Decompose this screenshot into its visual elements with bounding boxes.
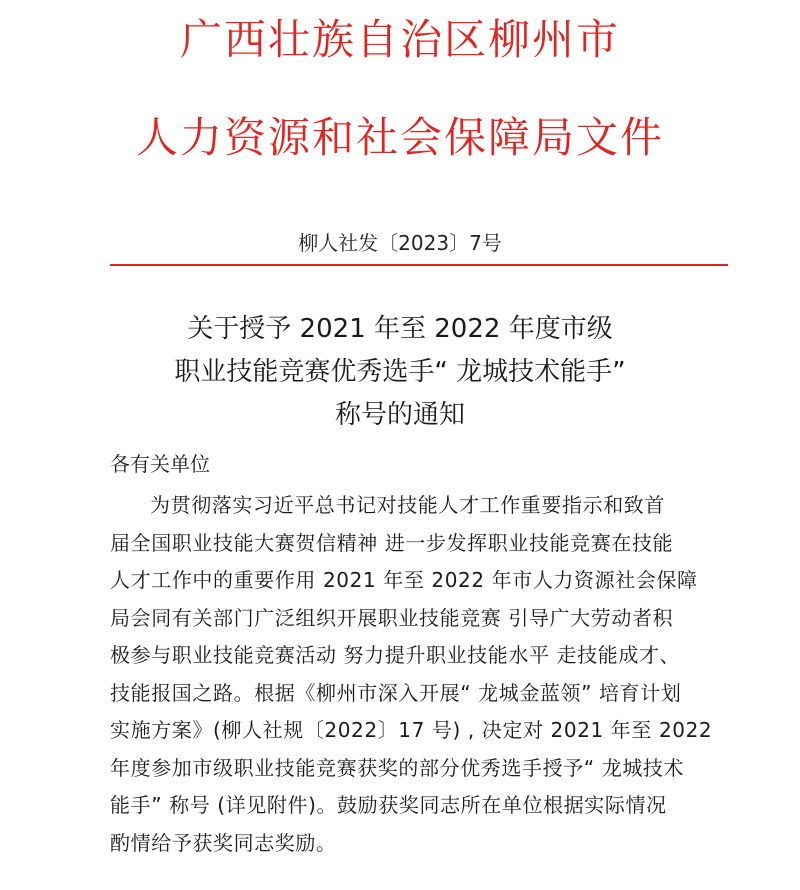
body-line: 技能报国之路。根据《柳州市深入开展“ 龙城金蓝领” 培育计划 xyxy=(110,680,682,705)
body-line: 局会同有关部门广泛组织开展职业技能竞赛 引导广大劳动者积 xyxy=(110,605,674,630)
issuer-header-line-1: 广西壮族自治区柳州市 xyxy=(179,15,620,64)
body-line: 酌情给予获奖同志奖励。 xyxy=(110,830,337,855)
document-title xyxy=(0,308,800,437)
body-text xyxy=(110,487,730,862)
red-separator-line xyxy=(110,264,728,266)
body-line: 极参与职业技能竞赛活动 努力提升职业技能水平 走技能成才、 xyxy=(110,643,681,667)
body-line: 年度参加市级职业技能竞赛获奖的部分优秀选手授予“ 龙城技术 xyxy=(110,755,685,780)
document-number: 柳人社发〔2023〕7号 xyxy=(298,231,502,255)
body-line: 实施方案》(柳人社规〔2022〕17 号) , 决定对 2021 年至 2022 xyxy=(110,718,713,742)
body-line: 能手” 称号 (详见附件)。鼓励获奖同志所在单位根据实际情况 xyxy=(110,793,667,817)
salutation: 各有关单位 xyxy=(110,452,210,476)
title-line-1: 关于授予 2021 年至 2022 年度市级 xyxy=(187,314,613,344)
body-line: 人才工作中的重要作用 2021 年至 2022 年市人力资源社会保障 xyxy=(110,568,698,592)
title-line-3: 称号的通知 xyxy=(334,400,465,430)
title-line-2: 职业技能竞赛优秀选手“ 龙城技术能手” xyxy=(174,357,626,387)
body-line: 届全国职业技能大赛贺信精神 进一步发挥职业技能竞赛在技能 xyxy=(110,530,674,555)
body-line: 为贯彻落实习近平总书记对技能人才工作重要指示和致首 xyxy=(150,493,665,517)
issuer-header-line-2: 人力资源和社会保障局文件 xyxy=(135,113,664,162)
